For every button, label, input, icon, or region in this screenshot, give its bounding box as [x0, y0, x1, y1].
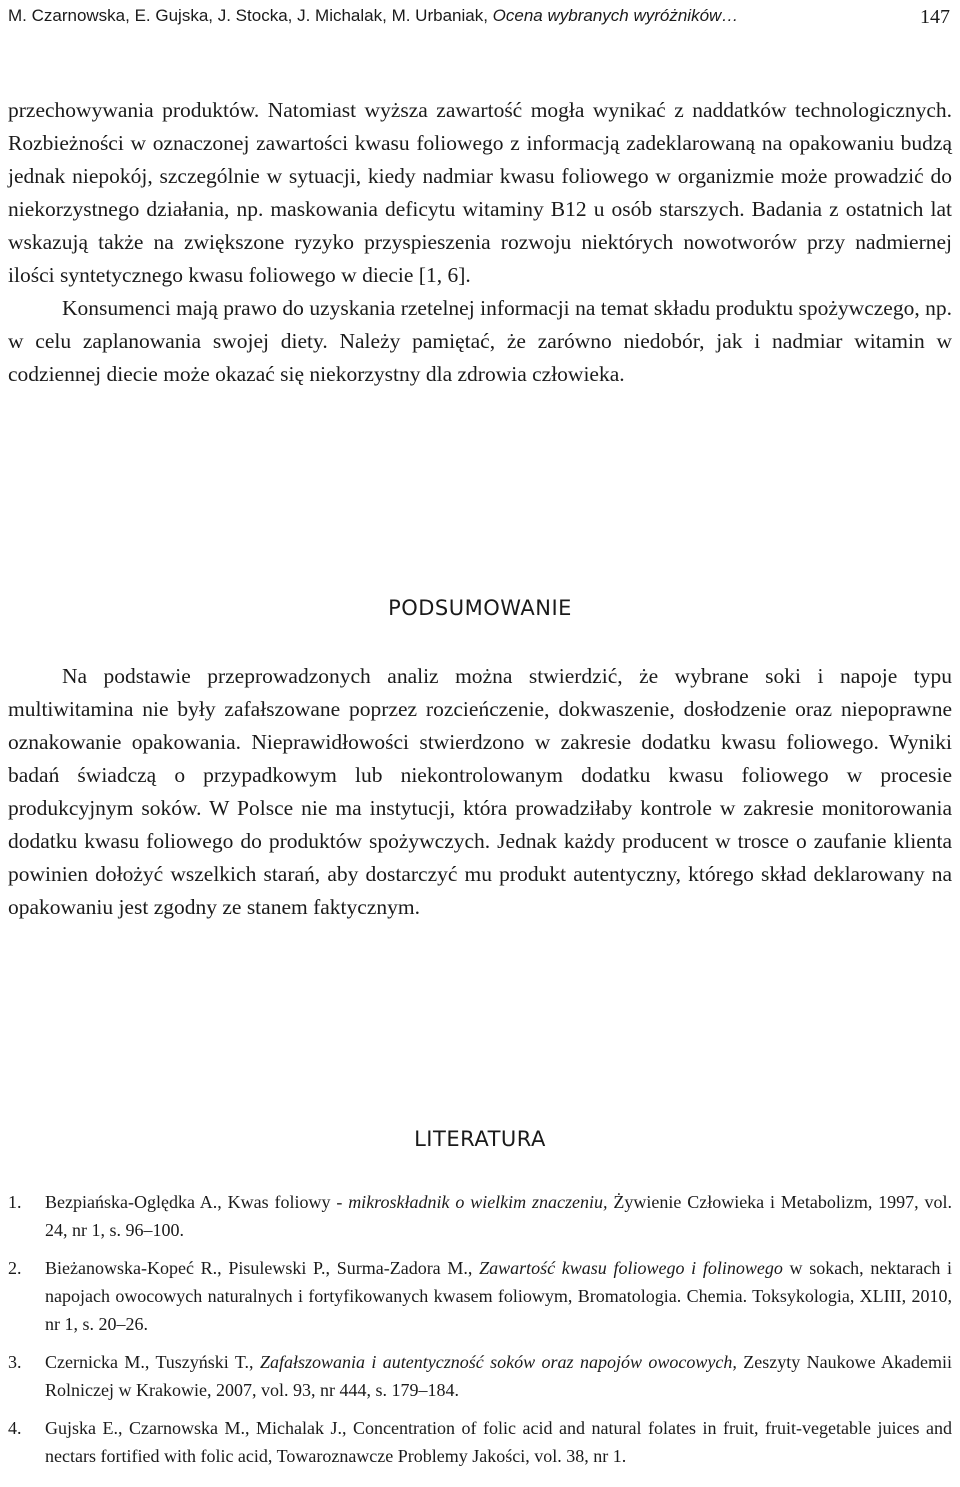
reference-authors: Gujska E., Czarnowska M., Michalak J., [45, 1418, 347, 1438]
reference-title: Kwas foliowy - [227, 1192, 343, 1212]
paragraph-1: przechowywania produktów. Natomiast wyższa zawartość mogła wynikać z naddatków technologicznych. Rozbieżności w oznaczonej zawartości kwasu foliowego z informacją zadeklarowaną na opakowaniu budzą jednak niepokój, szczególnie w sytuacji, kiedy nadmiar kwasu foliowego w organizmie może prowadzić do niekorzystnego działania, np. maskowania deficytu witaminy B12 u osób starszych. Badania z ostatnich lat wskazują także na zwiększone ryzyko przyspieszenia rozwoju niektórych nowotworów przy nadmiernej ilości syntetycznego kwasu foliowego w diecie [1, 6]. [8, 98, 952, 287]
page-number: 147 [920, 6, 950, 28]
summary-paragraph: Na podstawie przeprowadzonych analiz można stwierdzić, że wybrane soki i napoje typu multiwitamina nie były zafałszowane poprzez rozcieńczenie, dokwaszenie, dosłodzenie oraz niepoprawne oznakowanie opakowania. Nieprawidłowości stwierdzono w zakresie dodatku kwasu foliowego. Wyniki badań świadczą o przypadkowym lub niekontrolowanym dodatku kwasu foliowego w procesie produkcyjnym soków. W Polsce nie ma instytucji, która prowadziłaby kontrole w zakresie monitorowania dodatku kwasu foliowego do produktów spożywczych. Jednak każdy producent w trosce o zaufanie klienta powinien dołożyć wszelkich starań, aby dostarczyć mu produkt autentyczny, którego skład deklarowany na opakowaniu jest zgodny ze stanem faktycznym. [8, 664, 952, 919]
reference-authors: Bieżanowska-Kopeć R., Pisulewski P., Surma-Zadora M., [45, 1258, 473, 1278]
paragraph-2: Konsumenci mają prawo do uzyskania rzetelnej informacji na temat składu produktu spożywczego, np. w celu zaplanowania swojej diety. Należy pamiętać, że zarówno niedobór, jak i nadmiar witamin w codziennej diecie może okazać się niekorzystny dla zdrowia człowieka. [8, 296, 952, 386]
reference-source: Zeszyty Naukowe Akademii Rolniczej w Krakowie, 2007, vol. 93, nr 444, s. 179–184. [45, 1352, 953, 1400]
reference-item [8, 1414, 952, 1470]
reference-title-italic: Zafałszowania i autentyczność soków oraz napojów owocowych, [259, 1352, 737, 1372]
reference-source: Towaroznawcze Problemy Jakości, vol. 38, nr 1. [276, 1446, 627, 1466]
reference-title: Concentration of folic acid and natural folates in fruit, fruit-vegetable juices and nectars fortified with folic acid, [45, 1418, 952, 1466]
reference-authors: Bezpiańska-Oględka A., [45, 1192, 222, 1212]
header-authors: M. Czarnowska, E. Gujska, J. Stocka, J. Michalak, M. Urbaniak, [8, 6, 488, 25]
summary-heading: PODSUMOWANIE [388, 596, 572, 620]
body-paragraphs [8, 94, 952, 391]
reference-authors: Czernicka M., Tuszyński T., [45, 1352, 254, 1372]
reference-number: 1. [8, 1192, 22, 1212]
reference-item [8, 1348, 952, 1404]
reference-item [8, 1254, 952, 1338]
literature-heading: LITERATURA [414, 1127, 546, 1151]
running-header [8, 6, 952, 26]
reference-item [8, 1188, 952, 1244]
reference-number: 3. [8, 1352, 22, 1372]
reference-number: 2. [8, 1258, 22, 1278]
reference-source: Żywienie Człowieka i Metabolizm, 1997, vol. 24, nr 1, s. 96–100. [45, 1192, 953, 1240]
reference-list [8, 1188, 952, 1480]
header-short-title: Ocena wybranych wyróżników… [492, 6, 739, 25]
summary-section [8, 660, 952, 924]
reference-source: w sokach, nektarach i napojach owocowych naturalnych i fortyfikowanych kwasem foliowym, Bromatologia. Chemia. Toksykologia, XLIII, 2010, nr 1, s. 20–26. [45, 1258, 953, 1334]
reference-title-italic: mikroskładnik o wielkim znaczeniu, [348, 1192, 608, 1212]
reference-number: 4. [8, 1418, 22, 1438]
reference-title-italic: Zawartość kwasu foliowego i folinowego [479, 1258, 783, 1278]
